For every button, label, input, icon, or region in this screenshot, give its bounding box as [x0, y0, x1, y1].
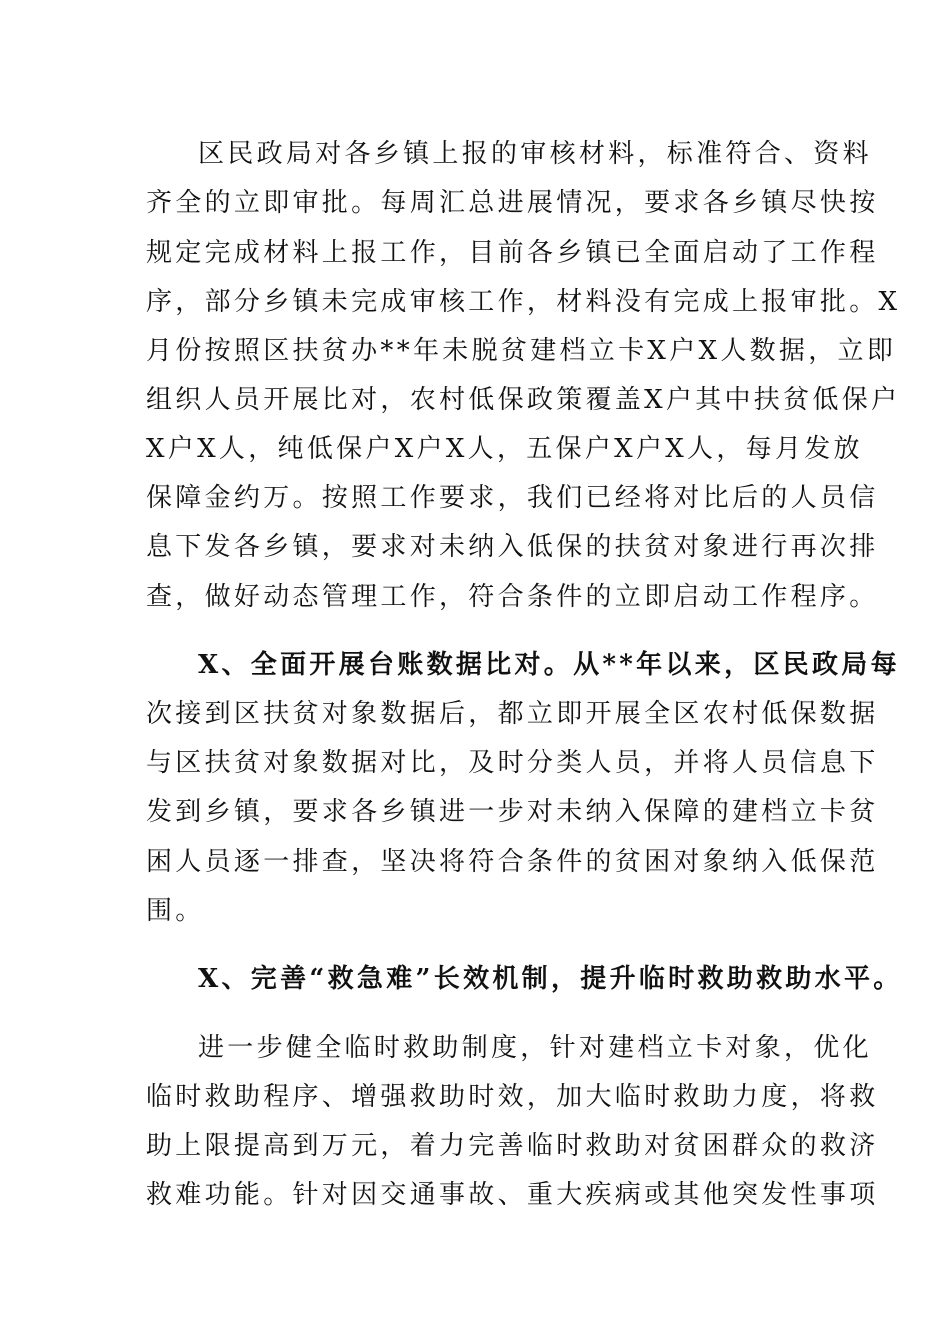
text-line: 齐全的立即审批。每周汇总进展情况，要求各乡镇尽快按 — [146, 188, 879, 218]
text-line: 保障金约万。按照工作要求，我们已经将对比后的人员信 — [146, 483, 879, 513]
section-heading-line: X、完善“救急难”长效机制，提升临时救助救助水平。 — [198, 964, 903, 994]
text-line: 次接到区扶贫对象数据后，都立即开展全区农村低保数据 — [146, 699, 879, 729]
text-line: 息下发各乡镇，要求对未纳入低保的扶贫对象进行再次排 — [146, 532, 879, 562]
text-line: 救难功能。针对因交通事故、重大疾病或其他突发性事项 — [146, 1180, 879, 1210]
text-line: 困人员逐一排查，坚决将符合条件的贫困对象纳入低保范 — [146, 847, 879, 877]
text-line: 查，做好动态管理工作，符合条件的立即启动工作程序。 — [146, 582, 879, 612]
text-line: 发到乡镇，要求各乡镇进一步对未纳入保障的建档立卡贫 — [146, 797, 879, 827]
text-line: 区民政局对各乡镇上报的审核材料，标准符合、资料 — [198, 139, 872, 169]
text-line: 临时救助程序、增强救助时效，加大临时救助力度，将救 — [146, 1082, 879, 1112]
text-line: 规定完成材料上报工作，目前各乡镇已全面启动了工作程 — [146, 238, 879, 268]
text-line: 组织人员开展比对，农村低保政策覆盖X户其中扶贫低保户 — [146, 385, 901, 415]
text-line: 月份按照区扶贫办**年未脱贫建档立卡X户X人数据，立即 — [146, 336, 897, 366]
text-line: 助上限提高到万元，着力完善临时救助对贫困群众的救济 — [146, 1131, 879, 1161]
text-line: 围。 — [146, 896, 205, 926]
text-line: 与区扶贫对象数据对比，及时分类人员，并将人员信息下 — [146, 748, 879, 778]
text-line: 进一步健全临时救助制度，针对建档立卡对象，优化 — [198, 1033, 872, 1063]
text-line: X户X人，纯低保户X户X人，五保户X户X人，每月发放 — [146, 434, 863, 464]
text-line: 序，部分乡镇未完成审核工作，材料没有完成上报审批。X — [146, 287, 901, 317]
section-heading-line: X、全面开展台账数据比对。从**年以来，区民政局每 — [198, 650, 900, 680]
